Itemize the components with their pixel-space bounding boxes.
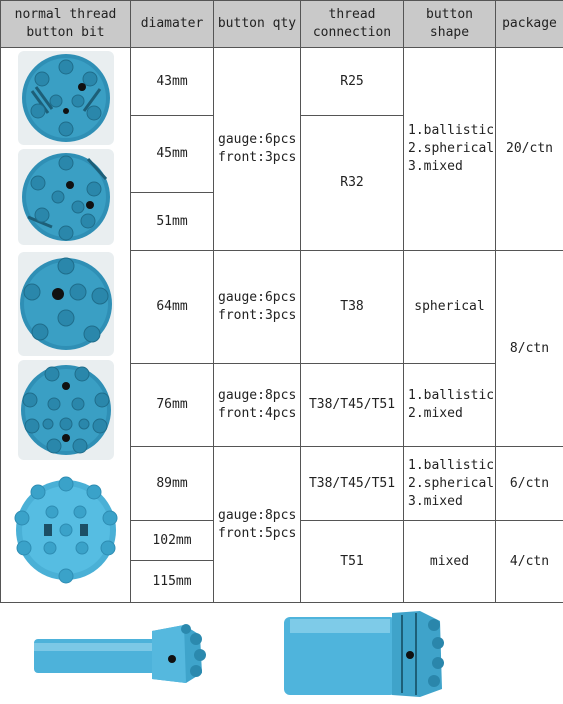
thread-cell: T38/T45/T51 — [301, 364, 404, 447]
diameter-cell: 76mm — [131, 364, 214, 447]
shape-cell: 1.ballistic 2.spherical 3.mixed — [404, 48, 496, 251]
bit-side-image-2 — [284, 609, 450, 699]
diameter-cell: 51mm — [131, 193, 214, 251]
package-cell: 8/ctn — [496, 251, 563, 447]
header-bit: normal thread button bit — [1, 1, 131, 48]
side-view-panel — [0, 602, 563, 704]
bit-face-image-1 — [18, 51, 114, 145]
bit-face-image-3 — [18, 252, 114, 356]
package-cell: 6/ctn — [496, 447, 563, 521]
bit-side-image-1 — [34, 617, 212, 689]
diameter-cell: 102mm — [131, 521, 214, 561]
qty-cell: gauge:6pcs front:3pcs — [214, 251, 301, 364]
diameter-cell: 64mm — [131, 251, 214, 364]
header-button-qty: button qty — [214, 1, 301, 48]
bit-face-image-2 — [18, 149, 114, 245]
diameter-cell: 45mm — [131, 116, 214, 193]
shape-cell: mixed — [404, 521, 496, 603]
shape-cell: 1.ballistic 2.spherical 3.mixed — [404, 447, 496, 521]
bit-face-image-4 — [18, 360, 114, 460]
shape-cell: 1.ballistic 2.mixed — [404, 364, 496, 447]
thread-cell: R32 — [301, 116, 404, 251]
thread-cell: T51 — [301, 521, 404, 603]
qty-cell: gauge:6pcs front:3pcs — [214, 48, 301, 251]
package-cell: 4/ctn — [496, 521, 563, 603]
package-cell: 20/ctn — [496, 48, 563, 251]
header-package: package — [496, 1, 563, 48]
diameter-cell: 43mm — [131, 48, 214, 116]
header-thread: thread connection — [301, 1, 404, 48]
qty-cell: gauge:8pcs front:4pcs — [214, 364, 301, 447]
header-row — [1, 1, 563, 48]
diameter-cell: 89mm — [131, 447, 214, 521]
qty-cell: gauge:8pcs front:5pcs — [214, 447, 301, 603]
shape-cell: spherical — [404, 251, 496, 364]
thread-cell: R25 — [301, 48, 404, 116]
bit-face-image-5 — [12, 472, 120, 588]
header-shape: button shape — [404, 1, 496, 48]
header-diameter: diamater — [131, 1, 214, 48]
thread-cell: T38 — [301, 251, 404, 364]
diameter-cell: 115mm — [131, 561, 214, 603]
thread-cell: T38/T45/T51 — [301, 447, 404, 521]
